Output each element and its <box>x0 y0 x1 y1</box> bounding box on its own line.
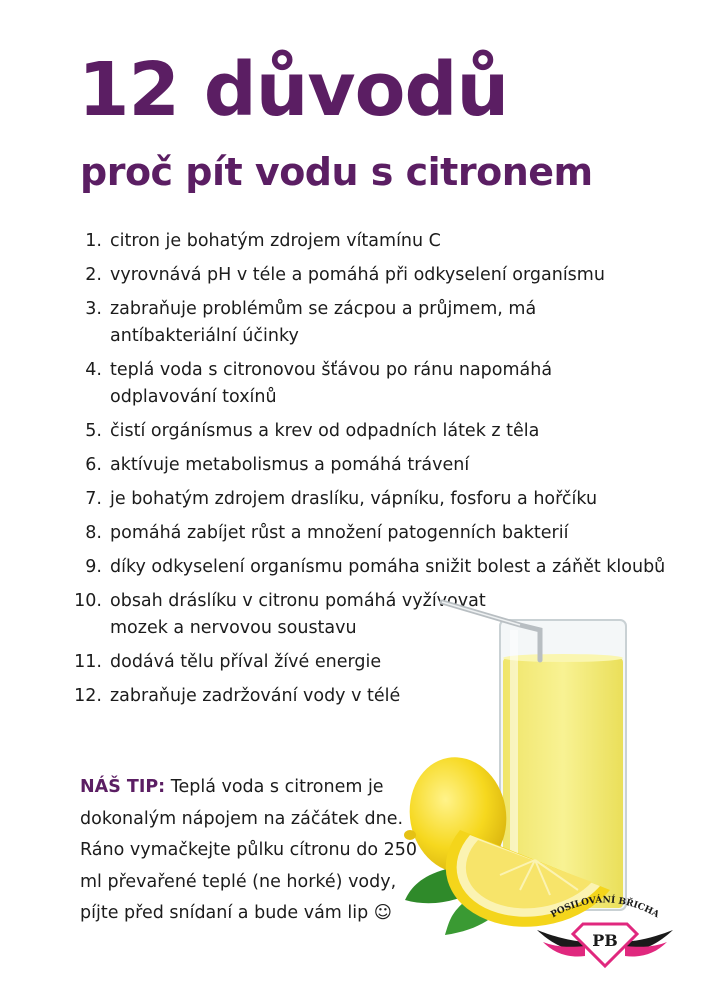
list-item <box>66 262 666 289</box>
list-item <box>66 418 666 445</box>
list-item <box>66 452 666 479</box>
item-text: aktívuje metabolismus a pomáhá trávení <box>110 455 470 475</box>
item-text: vyrovnává pH v téle a pomáhá při odkyselení organísmu <box>110 265 605 285</box>
item-text: zabraňuje zadržování vody v télé <box>110 686 401 706</box>
list-item <box>66 357 620 411</box>
item-number: 8. <box>85 523 102 543</box>
item-text: zabraňuje problémům se zácpou a průjmem, má antíbakteriální účinky <box>110 299 537 346</box>
item-text: je bohatým zdrojem draslíku, vápníku, fosforu a hořčíku <box>110 489 598 509</box>
item-text: teplá voda s citronovou šťávou po ránu napomáhá odplavování toxínů <box>110 360 553 407</box>
item-text: obsah dráslíku v citronu pomáhá vyžívovat mozek a nervovou soustavu <box>110 591 486 638</box>
item-number: 4. <box>85 360 102 380</box>
item-number: 9. <box>85 557 102 577</box>
item-number: 2. <box>85 265 102 285</box>
list-item <box>66 296 580 350</box>
item-number: 6. <box>85 455 102 475</box>
item-text: dodává tělu příval žívé energie <box>110 652 382 672</box>
item-number: 5. <box>85 421 102 441</box>
logo-monogram: PB <box>592 931 618 950</box>
list-item <box>66 486 666 513</box>
svg-text:POSILOVÁNÍ BŘICHA <box>549 893 661 920</box>
item-number: 11. <box>74 652 102 672</box>
item-number: 7. <box>85 489 102 509</box>
brand-logo <box>535 880 675 970</box>
tip-label: NÁŠ TIP: <box>80 777 166 797</box>
list-item <box>66 520 666 547</box>
page-title: 12 důvodů <box>78 47 509 133</box>
tip-text: Teplá voda s citronem je dokonalým nápojem na záčátek dne. Ráno vymačkejte půlku cítronu do 250 ml převařené teplé (ne horké) vody, píjte před snídaní a bude vám lip ☺ <box>80 777 417 923</box>
item-text: pomáhá zabíjet růst a množení patogenních bakterií <box>110 523 569 543</box>
item-text: citron je bohatým zdrojem vítamínu C <box>110 231 441 251</box>
logo-text: POSILOVÁNÍ BŘICHA <box>549 895 661 921</box>
item-number: 10. <box>74 591 102 611</box>
page-subtitle: proč pít vodu s citronem <box>80 150 593 194</box>
diamond-icon <box>573 924 637 966</box>
item-text: čistí orgánísmus a krev od odpadních látek z têla <box>110 421 540 441</box>
list-item <box>66 228 666 255</box>
item-number: 3. <box>85 299 102 319</box>
list-item <box>66 554 705 581</box>
tip-paragraph <box>80 772 435 930</box>
item-text: díky odkyselení organísmu pomáha snižit bolest a záňět kloubů <box>110 557 666 577</box>
item-number: 12. <box>74 686 102 706</box>
item-number: 1. <box>85 231 102 251</box>
